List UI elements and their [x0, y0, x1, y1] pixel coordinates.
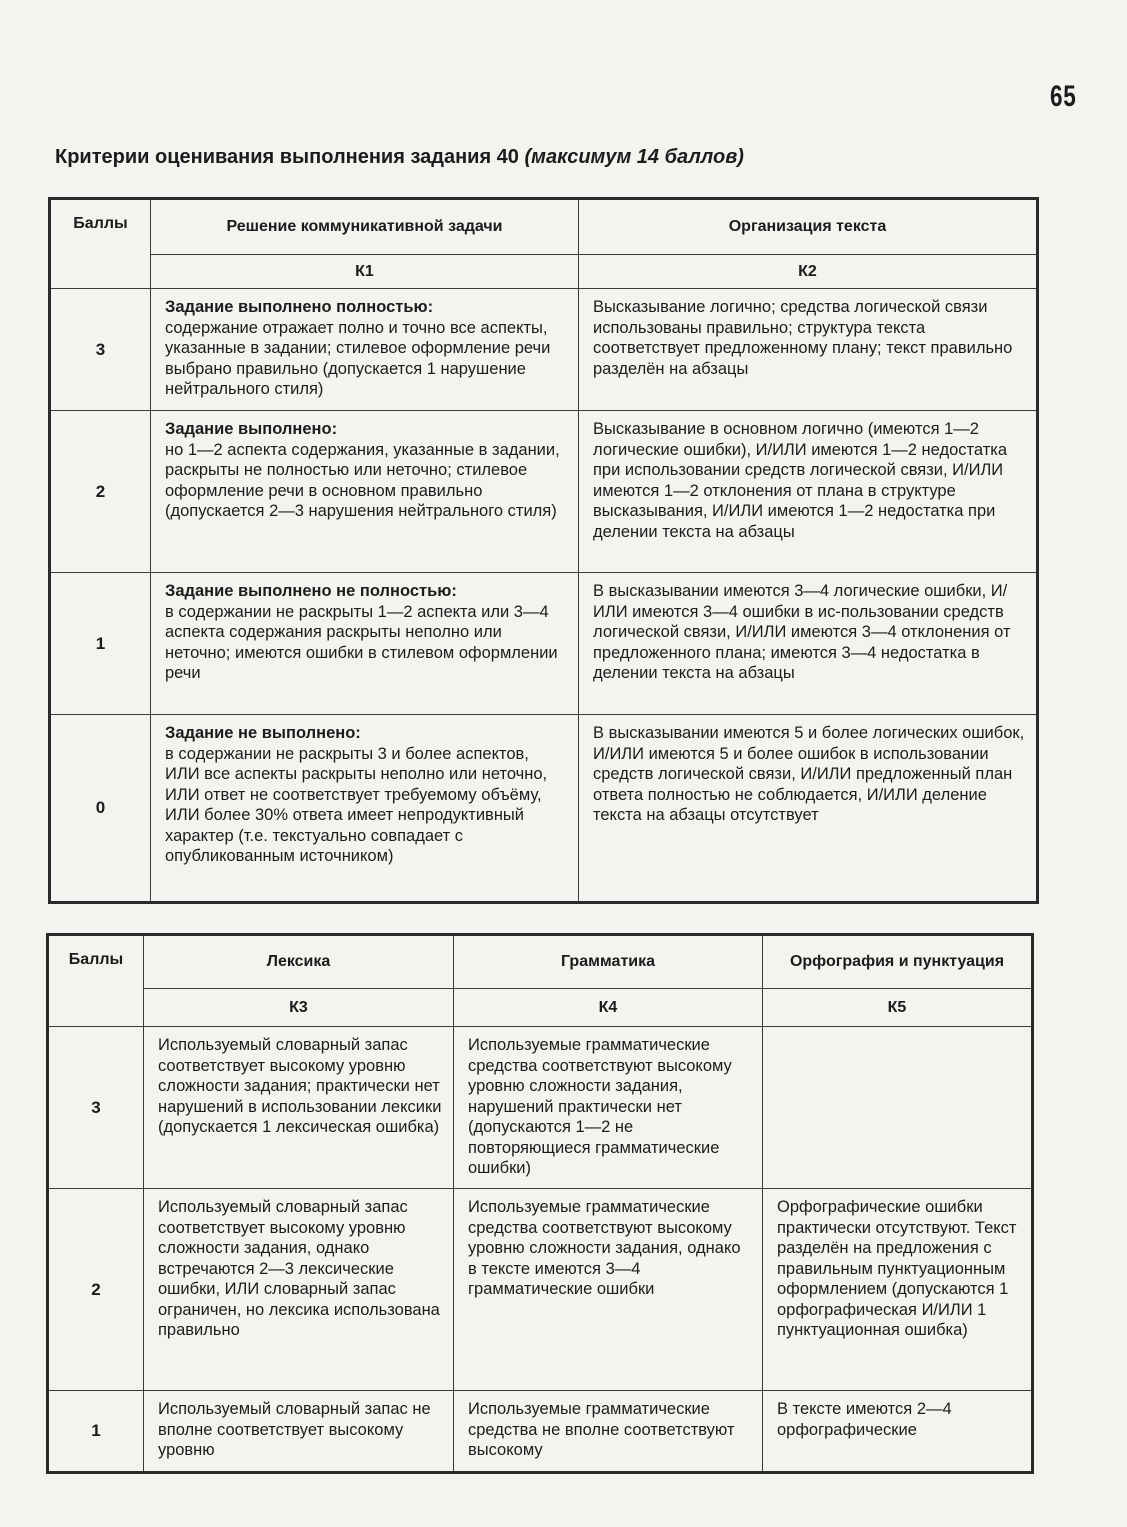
k1-text: но 1—2 аспекта содержания, указанные в задании, раскрыты не полностью или неточно; стилевое оформление речи в основном правильно (допускается 2—3 нарушения нейтрального стиля): [165, 440, 560, 520]
code-k3: К3: [144, 989, 454, 1027]
k1-lead: Задание не выполнено:: [165, 724, 361, 742]
k2-cell: Высказывание в основном логично (имеются 1—2 логические ошибки), И/ИЛИ имеются 1—2 недостатка при использовании средств логической связи, И/ИЛИ имеются 1—2 отклонения от плана в структуре высказывания, И/ИЛИ имеются 1—2 недостатка при делении текста на абзацы: [579, 411, 1038, 573]
header-k5: Орфография и пунктуация: [763, 935, 1033, 989]
k1-lead: Задание выполнено не полностью:: [165, 582, 457, 600]
header-k3: Лексика: [144, 935, 454, 989]
header-k1: Решение коммуникативной задачи: [151, 199, 579, 255]
k2-cell: Высказывание логично; средства логической связи использованы правильно; структура текста соответствует предложенному плану; текст правильно разделён на абзацы: [579, 289, 1038, 411]
k1-cell: [151, 289, 579, 411]
table-row: [48, 1027, 1033, 1189]
code-k4: К4: [454, 989, 763, 1027]
criteria-table-k1-k2: [48, 197, 1039, 904]
table-row: [48, 1391, 1033, 1473]
table-row: [50, 411, 1038, 573]
k1-text: в содержании не раскрыты 1—2 аспекта или 3—4 аспекта содержания раскрыты неполно или неточно; имеются ошибки в стилевом оформлении речи: [165, 602, 558, 682]
score-cell: 3: [48, 1027, 144, 1189]
score-cell: 3: [50, 289, 151, 411]
score-cell: 2: [48, 1189, 144, 1391]
header-k4: Грамматика: [454, 935, 763, 989]
k2-cell: В высказывании имеются 5 и более логических ошибок, И/ИЛИ имеются 5 и более ошибок в использовании средств логической связи, И/ИЛИ предложенный план ответа полностью не соблюдается, И/ИЛИ деление текста на абзацы отсутствует: [579, 715, 1038, 903]
code-k5: К5: [763, 989, 1033, 1027]
k1-lead: Задание выполнено полностью:: [165, 298, 434, 316]
table-row: [50, 715, 1038, 903]
k1-cell: [151, 573, 579, 715]
code-k2: К2: [579, 255, 1038, 289]
title-max: (максимум 14 баллов): [524, 146, 744, 168]
k3-cell: Используемый словарный запас не вполне соответствует высокому уровню: [144, 1391, 454, 1473]
k4-cell: Используемые грамматические средства не вполне соответствуют высокому: [454, 1391, 763, 1473]
score-cell: 0: [50, 715, 151, 903]
score-cell: 1: [50, 573, 151, 715]
k1-cell: [151, 715, 579, 903]
header-k2: Организация текста: [579, 199, 1038, 255]
table-row: [48, 1189, 1033, 1391]
k1-text: содержание отражает полно и точно все аспекты, указанные в задании; стилевое оформление речи выбрано правильно (допускается 1 нарушение нейтрального стиля): [165, 318, 551, 398]
k5-cell: [763, 1027, 1033, 1189]
score-cell: 2: [50, 411, 151, 573]
title-main: Критерии оценивания выполнения задания 40: [55, 146, 519, 168]
code-k1: К1: [151, 255, 579, 289]
k1-cell: [151, 411, 579, 573]
table-row: [50, 573, 1038, 715]
k3-cell: Используемый словарный запас соответствует высокому уровню сложности задания, однако встречаются 2—3 лексические ошибки, ИЛИ словарный запас ограничен, но лексика использована правильно: [144, 1189, 454, 1391]
k4-cell: Используемые грамматические средства соответствуют высокому уровню сложности задания, однако в тексте имеются 3—4 грамматические ошибки: [454, 1189, 763, 1391]
k4-cell: Используемые грамматические средства соответствуют высокому уровню сложности задания, нарушений практически нет (допускаются 1—2 не повторяющиеся грамматические ошибки): [454, 1027, 763, 1189]
header-score: Баллы: [48, 935, 144, 1027]
k5-cell: В тексте имеются 2—4 орфографические: [763, 1391, 1033, 1473]
table-row: [50, 289, 1038, 411]
k1-lead: Задание выполнено:: [165, 420, 338, 438]
criteria-table-k3-k5: [46, 933, 1034, 1474]
score-cell: 1: [48, 1391, 144, 1473]
k3-cell: Используемый словарный запас соответствует высокому уровню сложности задания; практически нет нарушений в использовании лексики (допускается 1 лексическая ошибка): [144, 1027, 454, 1189]
k5-cell: Орфографические ошибки практически отсутствуют. Текст разделён на предложения с правильным пунктуационным оформлением (допускаются 1 орфографическая И/ИЛИ 1 пунктуационная ошибка): [763, 1189, 1033, 1391]
k1-text: в содержании не раскрыты 3 и более аспектов, ИЛИ все аспекты раскрыты неполно или неточно, ИЛИ ответ не соответствует требуемому объёму, ИЛИ более 30% ответа имеет непродуктивный характер (т.е. текстуально совпадает с опубликованным источником): [165, 744, 548, 865]
page-number: 65: [1050, 80, 1077, 113]
header-score: Баллы: [50, 199, 151, 289]
page-title: [55, 146, 744, 169]
k2-cell: В высказывании имеются 3—4 логические ошибки, И/ИЛИ имеются 3—4 ошибки в ис-пользовании средств логической связи, И/ИЛИ имеются 3—4 отклонения от предложенного плана; имеются 3—4 недостатка в делении текста на абзацы: [579, 573, 1038, 715]
